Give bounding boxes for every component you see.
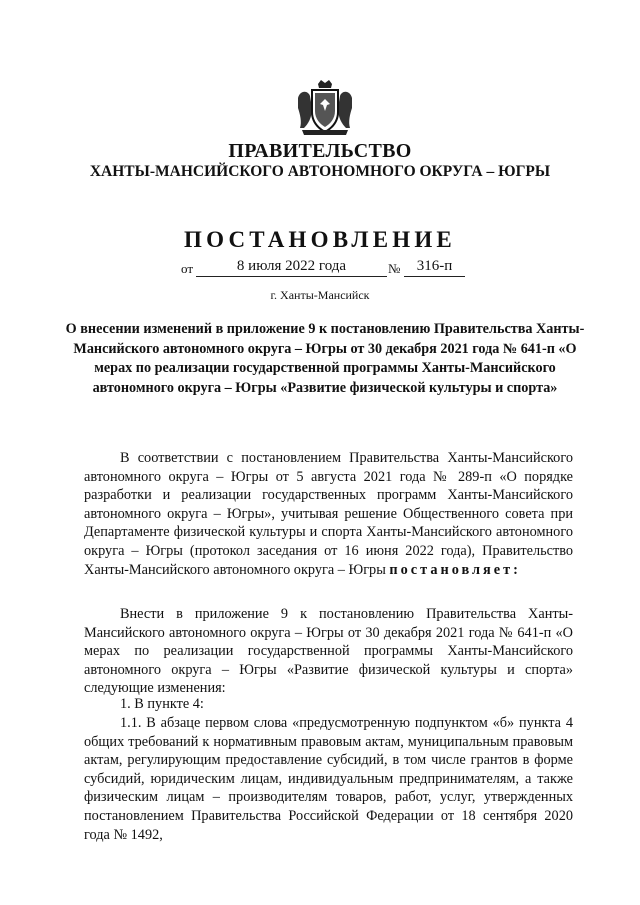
paragraph-1-text: В соответствии с постановлением Правительства Ханты-Мансийского автономного округа – Югры от 5 августа 2021 года № 289-п «О порядке разработки и реализации государственных программ Ханты-Мансийского автономного округа – Югры», учитывая решение Общественного совета при Департаменте физической культуры и спорта Ханты-Мансийского автономного округа – Югры (протокол заседания от 16 июня 2022 года), Правительство Ханты-Мансийского автономного округа – Югры (84, 450, 573, 578)
resolution-verb: постановляет: (389, 561, 521, 578)
body-paragraph-3: 1. В пункте 4: (120, 696, 204, 712)
coat-of-arms-icon (294, 78, 356, 136)
region-title: ХАНТЫ-МАНСИЙСКОГО АВТОНОМНОГО ОКРУГА – ЮГРЫ (89, 163, 551, 180)
body-paragraph-4: 1.1. В абзаце первом слова «предусмотренную подпунктом «б» пункта 4 общих требований к нормативным правовым актам, муниципальным правовым актам, регулирующим предоставление субсидий, в том числе грантов в форме субсидий, юридическим лицам, индивидуальным предпринимателям, а также физическим лицам – производителям товаров, работ, услуг, утвержденных постановлением Правительства Российской Федерации от 18 сентября 2020 года № 1492, (84, 715, 573, 843)
city-name: г. Ханты-Мансийск (270, 288, 370, 302)
number-prefix: № (388, 261, 401, 276)
document-type: ПОСТАНОВЛЕНИЕ (184, 227, 456, 252)
body-paragraph-2: Внести в приложение 9 к постановлению Правительства Ханты-Мансийского автономного округа – Югры от 30 декабря 2021 года № 641-п «О мерах по реализации государственной программы Ханты-Мансийского автономного округа – Югры «Развитие физической культуры и спорта» следующие изменения: (84, 606, 573, 697)
body-paragraph-1 (84, 449, 573, 579)
date-prefix: от (181, 261, 194, 276)
document-subject: О внесении изменений в приложение 9 к постановлению Правительства Ханты-Мансийского автономного округа – Югры от 30 декабря 2021 года № 641-п «О мерах по реализации государственной программы Ханты-Мансийского автономного округа – Югры «Развитие физической культуры и спорта» (65, 321, 585, 396)
document-number: 316-п (404, 257, 465, 277)
government-title: ПРАВИТЕЛЬСТВО (228, 140, 412, 162)
document-date: 8 июля 2022 года (196, 257, 387, 277)
